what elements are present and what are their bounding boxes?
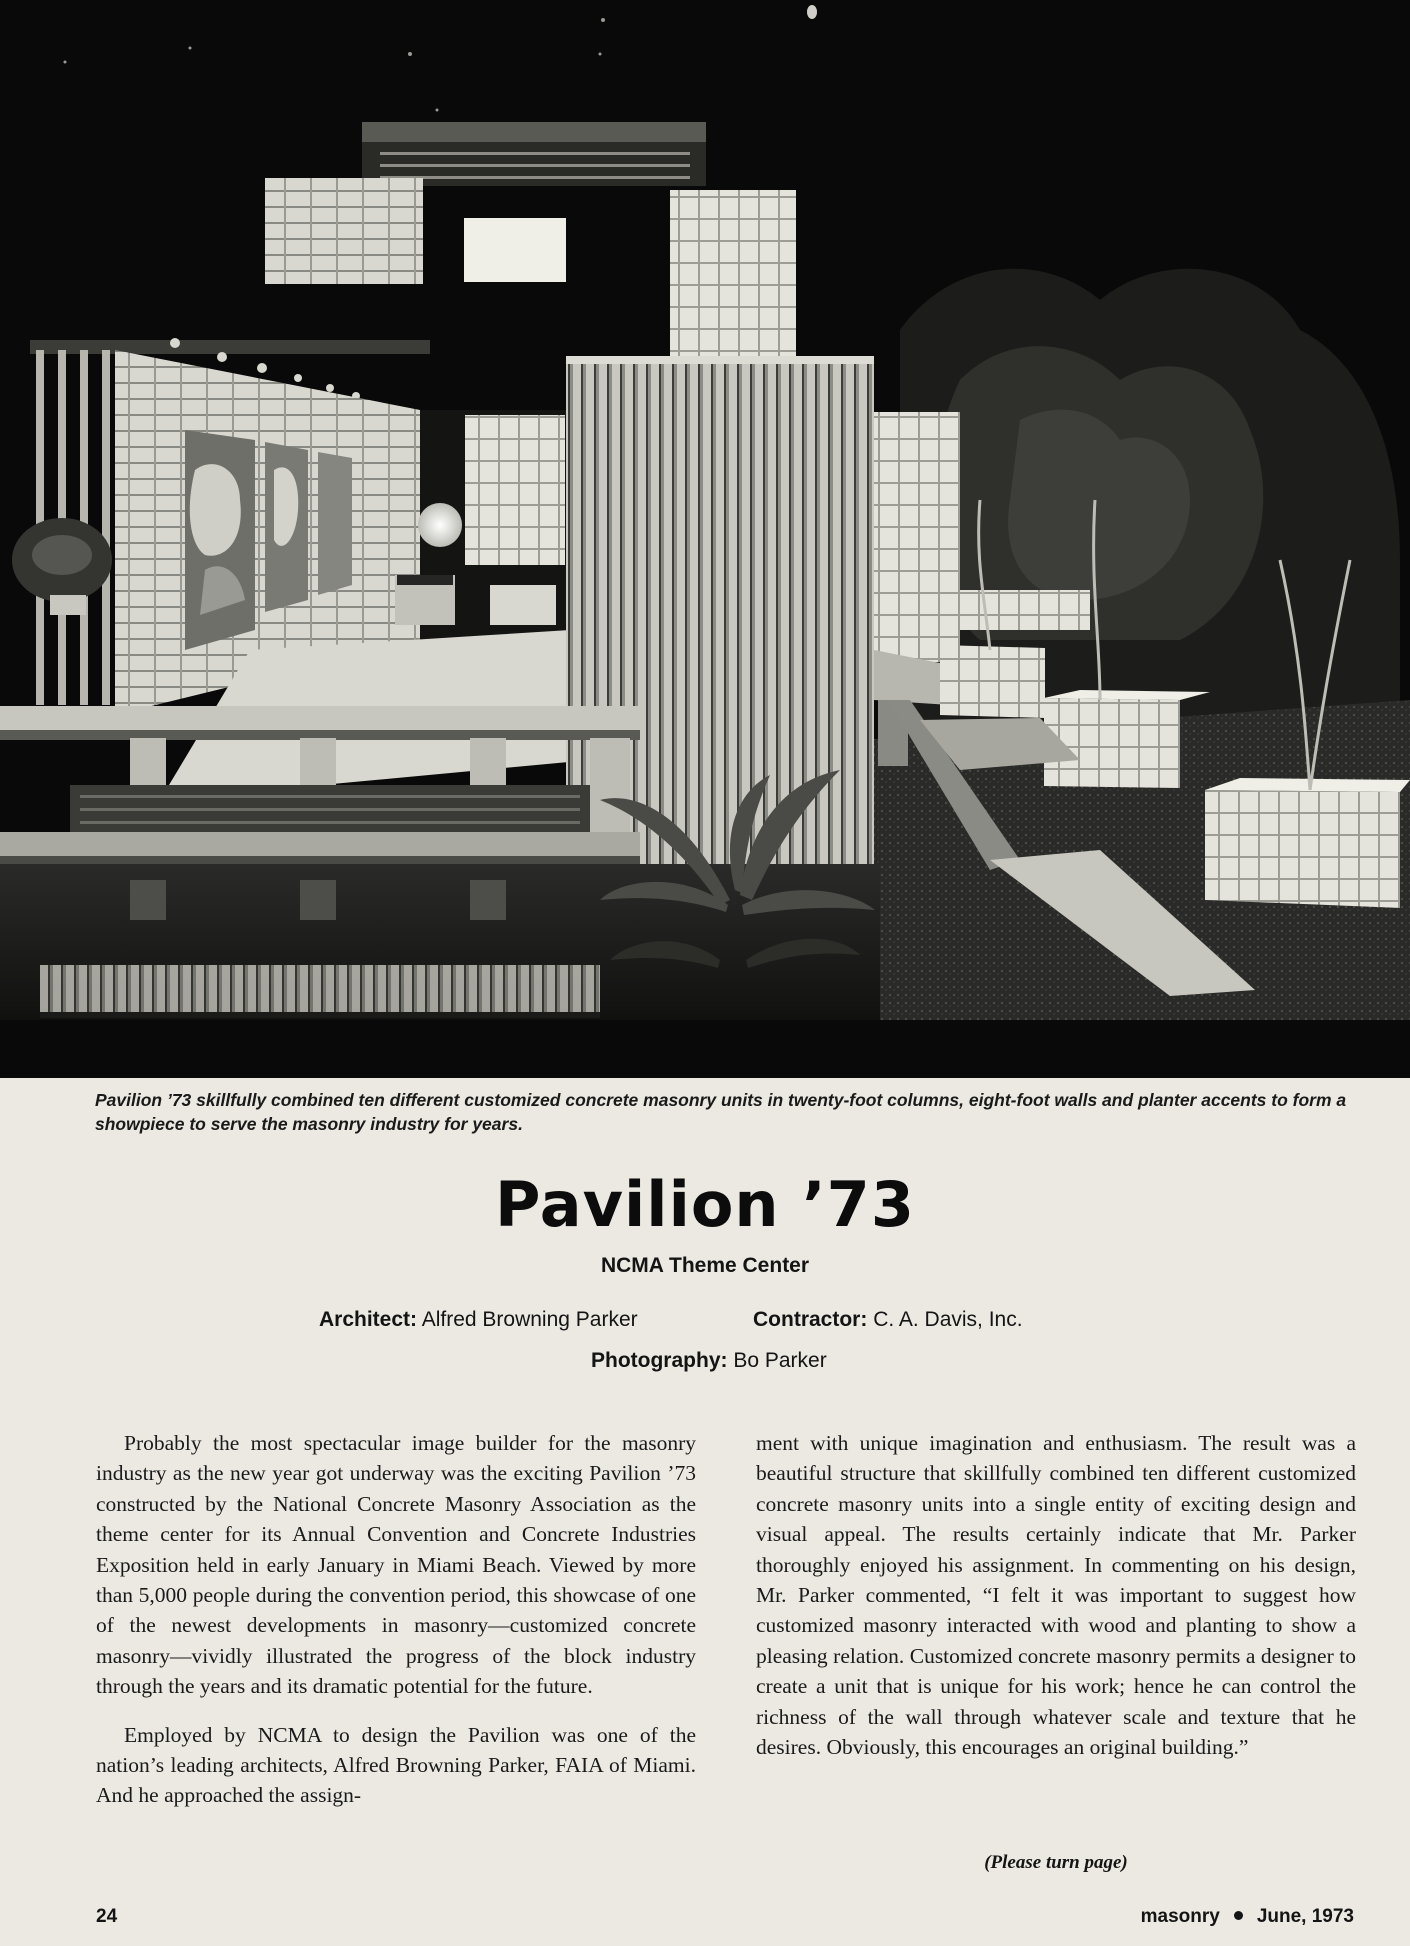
- photography-label: Photography:: [591, 1349, 728, 1372]
- publication-name: masonry: [1140, 1906, 1220, 1927]
- body-paragraph: Employed by NCMA to design the Pavilion was one of the nation’s leading architects, Alfred Browning Parker, FAIA of Miami. And he approached the assign-: [96, 1722, 696, 1808]
- body-column-left: [96, 1428, 696, 1811]
- body-column-right: [756, 1428, 1356, 1762]
- body-paragraph: Probably the most spectacular image builder for the masonry industry as the new year got underway was the exciting Pavilion ’73 constructed by the National Concrete Masonry Association as the theme center for its Annual Convention and Concrete Industries Exposition held in early January in Miami Beach. Viewed by more than 5,000 people during the convention period, this showcase of one of the newest developments in masonry—customized concrete masonry—vividly illustrated the progress of the block industry through the years and its dramatic potential for the future.: [96, 1431, 696, 1699]
- article-title: Pavilion ’73: [495, 1168, 915, 1241]
- photo-caption: Pavilion ’73 skillfully combined ten different customized concrete masonry units in twenty-foot columns, eight-foot walls and planter accents to form a showpiece to serve the masonry industry for years.: [95, 1090, 1347, 1134]
- contractor-credit: [753, 1308, 1023, 1332]
- article-subtitle: NCMA Theme Center: [600, 1254, 810, 1277]
- architect-credit: [319, 1308, 638, 1332]
- contractor-label: Contractor:: [753, 1308, 868, 1331]
- running-footer: [1141, 1906, 1354, 1928]
- photography-value: Bo Parker: [733, 1349, 827, 1372]
- issue-date: June, 1973: [1256, 1906, 1354, 1927]
- architect-label: Architect:: [319, 1308, 418, 1331]
- bullet-icon: [1234, 1911, 1243, 1920]
- page-number: 24: [96, 1906, 118, 1927]
- architect-value: Alfred Browning Parker: [421, 1308, 638, 1331]
- turn-page-note: (Please turn page): [984, 1852, 1128, 1873]
- body-paragraph: ment with unique imagination and enthusiasm. The result was a beautiful structure that skillfully combined ten different customized concrete masonry units into a single entity of exciting design and visual appeal. The results certainly indicate that Mr. Parker thoroughly enjoyed his assignment. In commenting on his design, Mr. Parker commented, “I felt it was important to suggest how customized masonry interacted with wood and planting to show a pleasing relation. Customized concrete masonry permits a designer to create a unit that is unique for his work; hence he can control the richness of the wall through whatever scale and texture that he desires. Obviously, this encourages an original building.”: [756, 1431, 1356, 1760]
- contractor-value: C. A. Davis, Inc.: [873, 1308, 1023, 1331]
- photography-credit: [591, 1349, 827, 1373]
